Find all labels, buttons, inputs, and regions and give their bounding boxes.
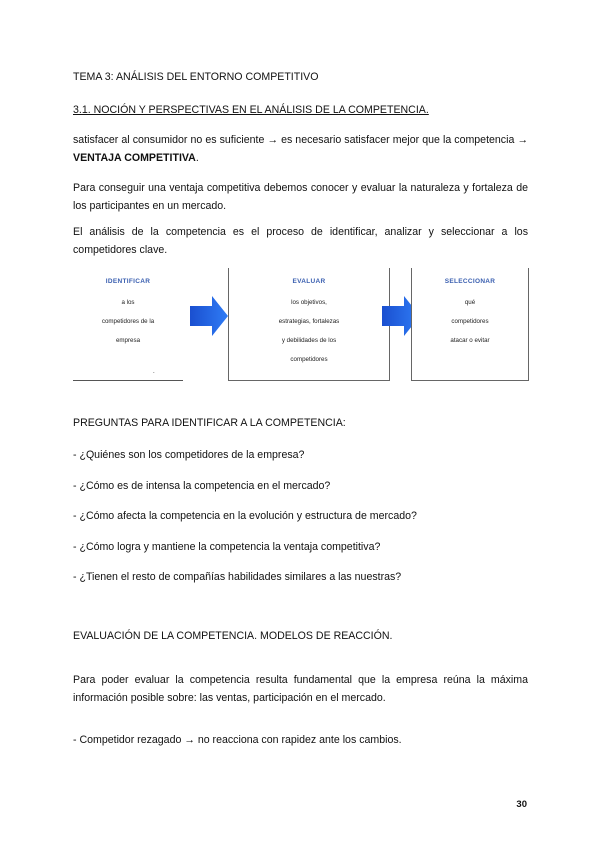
tema-heading: TEMA 3: ANÁLISIS DEL ENTORNO COMPETITIVO bbox=[73, 71, 319, 83]
question-item: - ¿Cómo logra y mantiene la competencia la ventaja competitiva? bbox=[73, 541, 381, 553]
question-item: - ¿Tienen el resto de compañías habilidades similares a las nuestras? bbox=[73, 571, 402, 583]
box-evaluar-title: EVALUAR bbox=[292, 278, 326, 285]
box-seleccionar-title: SELECCIONAR bbox=[444, 278, 496, 285]
evaluation-heading: EVALUACIÓN DE LA COMPETENCIA. MODELOS DE REACCIÓN. bbox=[73, 630, 393, 642]
question-item: - ¿Cómo afecta la competencia en la evolución y estructura de mercado? bbox=[73, 510, 417, 522]
box-seleccionar-line: atacar o evitar bbox=[450, 337, 490, 344]
page-number: 30 bbox=[516, 799, 527, 810]
box-evaluar-line: competidores bbox=[290, 356, 328, 363]
box-identificar-line: empresa bbox=[115, 337, 141, 344]
box-evaluar-line: estrategias, fortalezas bbox=[278, 318, 340, 325]
box-identificar-line: . bbox=[153, 368, 155, 375]
box-identificar-line: a los bbox=[121, 299, 135, 306]
diagram-box-evaluar bbox=[228, 268, 390, 381]
box-seleccionar-line: competidores bbox=[451, 318, 489, 325]
paragraph-ventaja bbox=[73, 132, 528, 167]
box-evaluar-line: los objetivos, bbox=[291, 299, 327, 306]
diagram-box-identificar bbox=[73, 268, 183, 381]
question-item: - ¿Cómo es de intensa la competencia en el mercado? bbox=[73, 480, 331, 492]
box-evaluar-line: y debilidades de los bbox=[281, 337, 337, 344]
paragraph-ventaja-text: satisfacer al consumidor no es suficiente → es necesario satisfacer mejor que la competencia → bbox=[73, 134, 528, 146]
ventaja-competitiva-bold: VENTAJA COMPETITIVA bbox=[73, 151, 196, 164]
questions-heading: PREGUNTAS PARA IDENTIFICAR A LA COMPETENCIA: bbox=[73, 417, 346, 429]
box-identificar-title: IDENTIFICAR bbox=[105, 278, 151, 285]
section-title: 3.1. NOCIÓN Y PERSPECTIVAS EN EL ANÁLISIS DE LA COMPETENCIA. bbox=[73, 104, 429, 116]
evaluation-item: - Competidor rezagado → no reacciona con rapidez ante los cambios. bbox=[73, 734, 402, 746]
paragraph-ventaja-end: . bbox=[195, 151, 199, 164]
arrow-right-icon bbox=[190, 296, 228, 336]
box-seleccionar-line: qué bbox=[464, 299, 476, 306]
paragraph-conseguir: Para conseguir una ventaja competitiva debemos conocer y evaluar la naturaleza y fortaleza de los participantes en un mercado. bbox=[73, 182, 528, 212]
process-diagram bbox=[73, 268, 528, 383]
box-identificar-line: competidores de la bbox=[101, 318, 155, 325]
paragraph-analisis: El análisis de la competencia es el proceso de identificar, analizar y seleccionar a los competidores clave. bbox=[73, 226, 528, 256]
evaluation-paragraph: Para poder evaluar la competencia resulta fundamental que la empresa reúna la máxima información posible sobre: las ventas, participación en el mercado. bbox=[73, 674, 528, 704]
diagram-box-seleccionar bbox=[411, 268, 529, 381]
question-item: - ¿Quiénes son los competidores de la empresa? bbox=[73, 449, 305, 461]
